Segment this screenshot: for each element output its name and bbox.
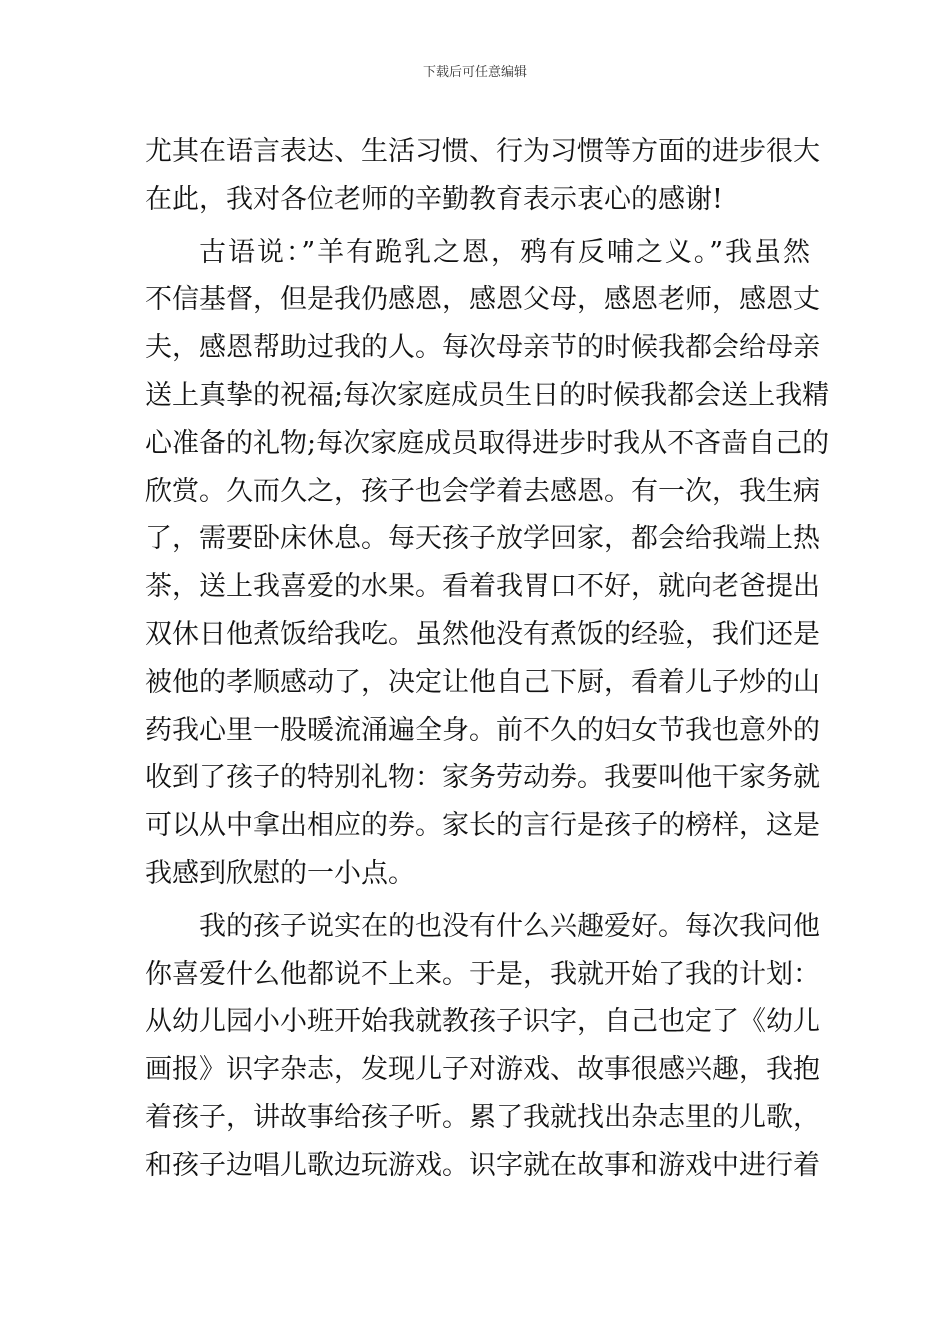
text-line: 在此，我对各位老师的辛勤教育表示衷心的感谢! (145, 183, 723, 215)
text-line: 送上真挚的祝福;每次家庭成员生日的时候我都会送上我精 (145, 379, 830, 411)
text-line: 尤其在语言表达、生活习惯、行为习惯等方面的进步很大 (145, 136, 820, 167)
text-line: 药我心里一股暖流涌遍全身。前不久的妇女节我也意外的 (145, 714, 820, 746)
text-line: 欣赏。久而久之，孩子也会学着去感恩。有一次，我生病 (145, 475, 820, 507)
text-line: 我的孩子说实在的也没有什么兴趣爱好。每次我问他 (199, 910, 820, 942)
document-body (145, 128, 830, 1190)
text-line: 我感到欣慰的一小点。 (145, 857, 415, 889)
text-line: 茶，送上我喜爱的水果。看着我胃口不好，就向老爸提出 (145, 571, 820, 603)
paragraph-2 (145, 229, 830, 898)
text-line: 双休日他煮饭给我吃。虽然他没有煮饭的经验，我们还是 (145, 618, 820, 650)
text-line: 画报》识字杂志，发现儿子对游戏、故事很感兴趣，我抱 (145, 1054, 820, 1086)
text-line: 了，需要卧床休息。每天孩子放学回家，都会给我端上热 (145, 523, 820, 555)
paragraph-3 (145, 903, 820, 1190)
paragraph-1 (145, 128, 820, 224)
text-line: 心准备的礼物;每次家庭成员取得进步时我从不吝啬自己的 (145, 427, 830, 459)
text-line: 和孩子边唱儿歌边玩游戏。识字就在故事和游戏中进行着 (145, 1149, 820, 1181)
text-line: 夫，感恩帮助过我的人。每次母亲节的时候我都会给母亲 (145, 332, 820, 364)
text-line: 你喜爱什么他都说不上来。于是，我就开始了我的计划： (145, 958, 820, 990)
page-header-note: 下载后可任意编辑 (422, 65, 527, 80)
text-line: 着孩子，讲故事给孩子听。累了我就找出杂志里的儿歌， (145, 1101, 820, 1133)
text-line: 古语说：”羊有跪乳之恩，鸦有反哺之义。”我虽然 (199, 236, 810, 268)
text-line: 从幼儿园小小班开始我就教孩子识字，自己也定了《幼儿 (145, 1006, 820, 1038)
text-line: 可以从中拿出相应的券。家长的言行是孩子的榜样，这是 (145, 810, 820, 842)
text-line: 不信基督，但是我仍感恩，感恩父母，感恩老师，感恩丈 (145, 284, 820, 316)
text-line: 收到了孩子的特别礼物：家务劳动券。我要叫他干家务就 (145, 762, 820, 794)
text-line: 被他的孝顺感动了，决定让他自己下厨，看着儿子炒的山 (145, 666, 820, 698)
